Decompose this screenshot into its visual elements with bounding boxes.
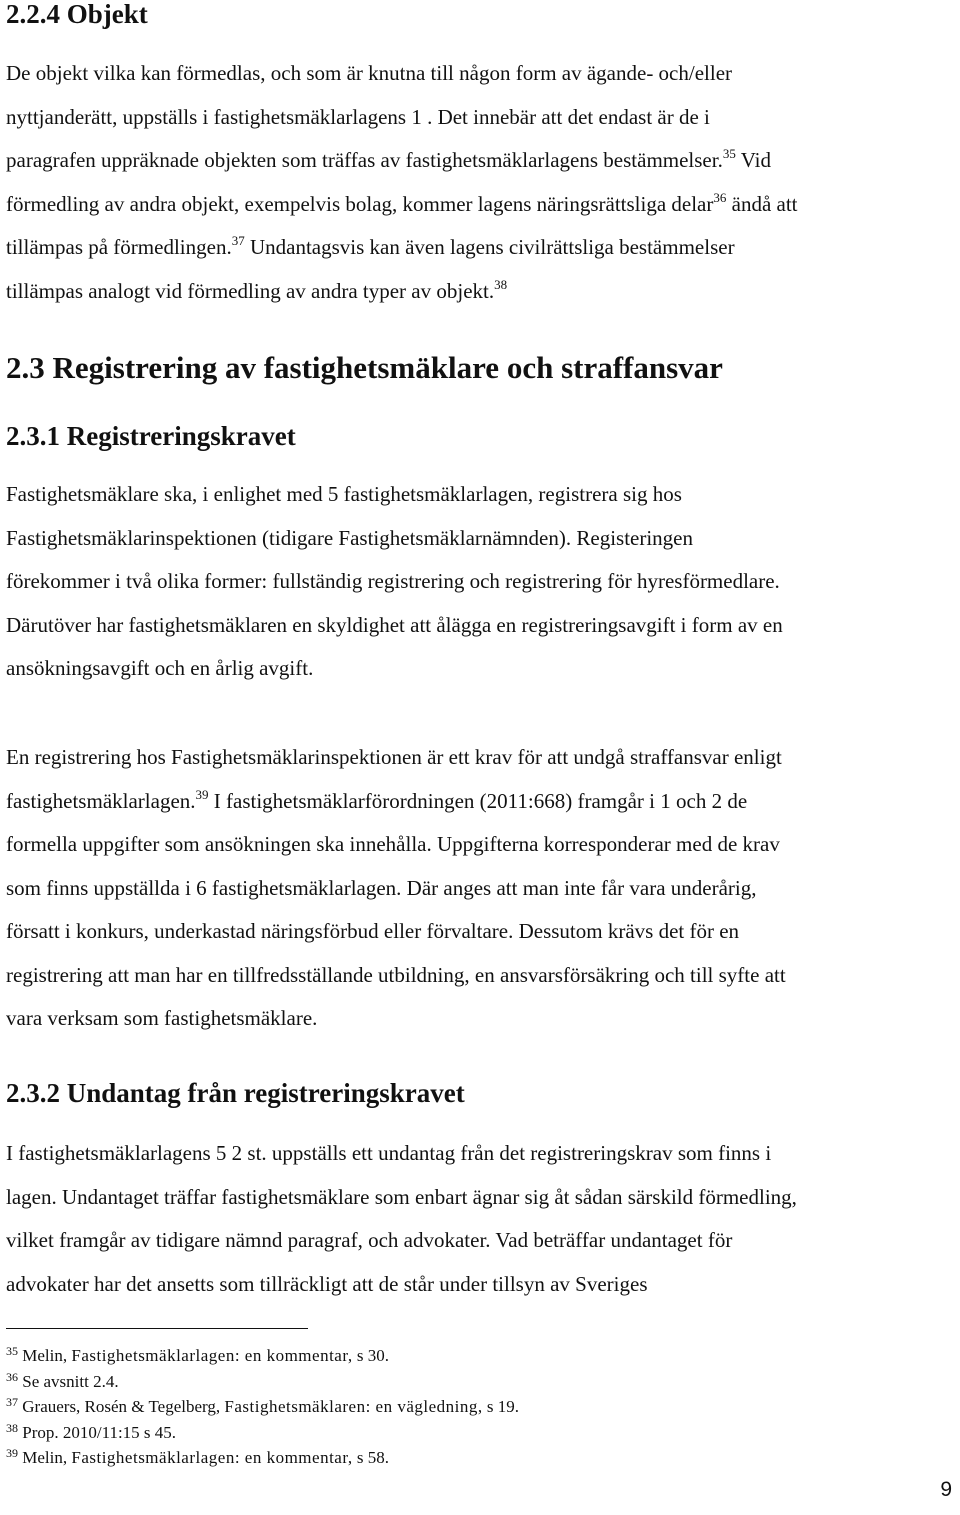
- footnote-ref-39: 39: [195, 786, 209, 802]
- footnote-35: $^{35}$ Melin, Fastighetsmäklarlagen: en kommentar, s 30.: [6, 1344, 389, 1365]
- text-line: förmedling av andra objekt, exempelvis bolag, kommer lagens näringsrättsliga delar$^{36}$ ändå att: [6, 189, 798, 216]
- text-line: som finns uppställda i 6 fastighetsmäklarlagen. Där anges att man inte får vara underårig,: [6, 875, 757, 900]
- text-line: tillämpas på förmedlingen.$^{37}$ Undantagsvis kan även lagens civilrättsliga bestämmelser: [6, 233, 735, 259]
- footnote-ref-38: 38: [494, 276, 508, 292]
- footnote-ref-36: 36: [713, 189, 727, 205]
- paragraph-straffansvar: [6, 736, 958, 1041]
- section-heading-2-3-1: 2.3.1 Registreringskravet: [6, 421, 296, 451]
- text-line: tillämpas analogt vid förmedling av andra typer av objekt.$^{38}$: [6, 276, 508, 303]
- paragraph-registreringskravet: [6, 473, 958, 691]
- text-line: Fastighetsmäklarinspektionen (tidigare Fastighetsmäklarnämnden). Registeringen: [6, 525, 694, 550]
- text-line: formella uppgifter som ansökningen ska innehålla. Uppgifterna korresponderar med de krav: [6, 832, 780, 856]
- footnote-36: $^{36}$ Se avsnitt 2.4.: [6, 1369, 119, 1391]
- text-line: fastighetsmäklarlagen.$^{39}$ I fastighetsmäklarförordningen (2011:668) framgår i 1 och 2 de: [6, 786, 748, 813]
- footnote-ref-35: 35: [722, 146, 736, 161]
- text-line: lagen. Undantaget träffar fastighetsmäklare som enbart ägnar sig åt sådan särskild förmedling,: [6, 1184, 797, 1209]
- text-line: ansökningsavgift och en årlig avgift.: [6, 656, 314, 680]
- footnote-ref-37: 37: [231, 233, 245, 248]
- text-line: vilket framgår av tidigare nämnd paragraf, och advokater. Vad beträffar undantaget för: [6, 1228, 733, 1252]
- footnote-38: $^{38}$ Prop. 2010/11:15 s 45.: [6, 1420, 177, 1442]
- text-line: I fastighetsmäklarlagens 5 2 st. uppställs ett undantag från det registreringskrav som finns i: [6, 1141, 772, 1165]
- section-heading-2-2-4: 2.2.4 Objekt: [6, 0, 148, 29]
- text-line: försatt i konkurs, underkastad näringsförbud eller förvaltare. Dessutom krävs det för en: [6, 919, 740, 943]
- paragraph-objekt: [6, 52, 958, 313]
- text-line: Fastighetsmäklare ska, i enlighet med 5 fastighetsmäklarlagen, registrera sig hos: [6, 482, 682, 506]
- text-line: paragrafen uppräknade objekten som träffas av fastighetsmäklarlagens bestämmelser.$^{35}$ Vid: [6, 146, 771, 172]
- footnotes: [6, 1343, 906, 1471]
- text-line: registrering att man har en tillfredsställande utbildning, en ansvarsförsäkring och till syfte att: [6, 962, 786, 987]
- footnote-37: $^{37}$ Grauers, Rosén & Tegelberg, Fastighetsmäklaren: en vägledning, s 19.: [6, 1395, 520, 1416]
- section-heading-2-3: 2.3 Registrering av fastighetsmäklare och straffansvar: [6, 350, 723, 385]
- footnote-39: $^{39}$ Melin, Fastighetsmäklarlagen: en kommentar, s 58.: [6, 1446, 389, 1467]
- text-line: vara verksam som fastighetsmäklare.: [6, 1006, 318, 1030]
- text-line: förekommer i två olika former: fullständig registrering och registrering för hyresförmedlare.: [6, 569, 780, 593]
- text-line: En registrering hos Fastighetsmäklarinspektionen är ett krav för att undgå straffansvar enligt: [6, 745, 782, 769]
- text-line: Därutöver har fastighetsmäklaren en skyldighet att ålägga en registreringsavgift i form av en: [6, 612, 783, 637]
- footnote-separator: [6, 1328, 308, 1329]
- paragraph-undantag: [6, 1132, 958, 1306]
- text-line: advokater har det ansetts som tillräckligt att de står under tillsyn av Sveriges: [6, 1271, 648, 1296]
- section-heading-2-3-2: 2.3.2 Undantag från registreringskravet: [6, 1078, 465, 1108]
- page-number: 9: [940, 1478, 952, 1501]
- text-line: De objekt vilka kan förmedlas, och som är knutna till någon form av ägande- och/eller: [6, 61, 733, 85]
- text-line: nyttjanderätt, uppställs i fastighetsmäklarlagens 1 . Det innebär att det endast är de i: [6, 104, 710, 129]
